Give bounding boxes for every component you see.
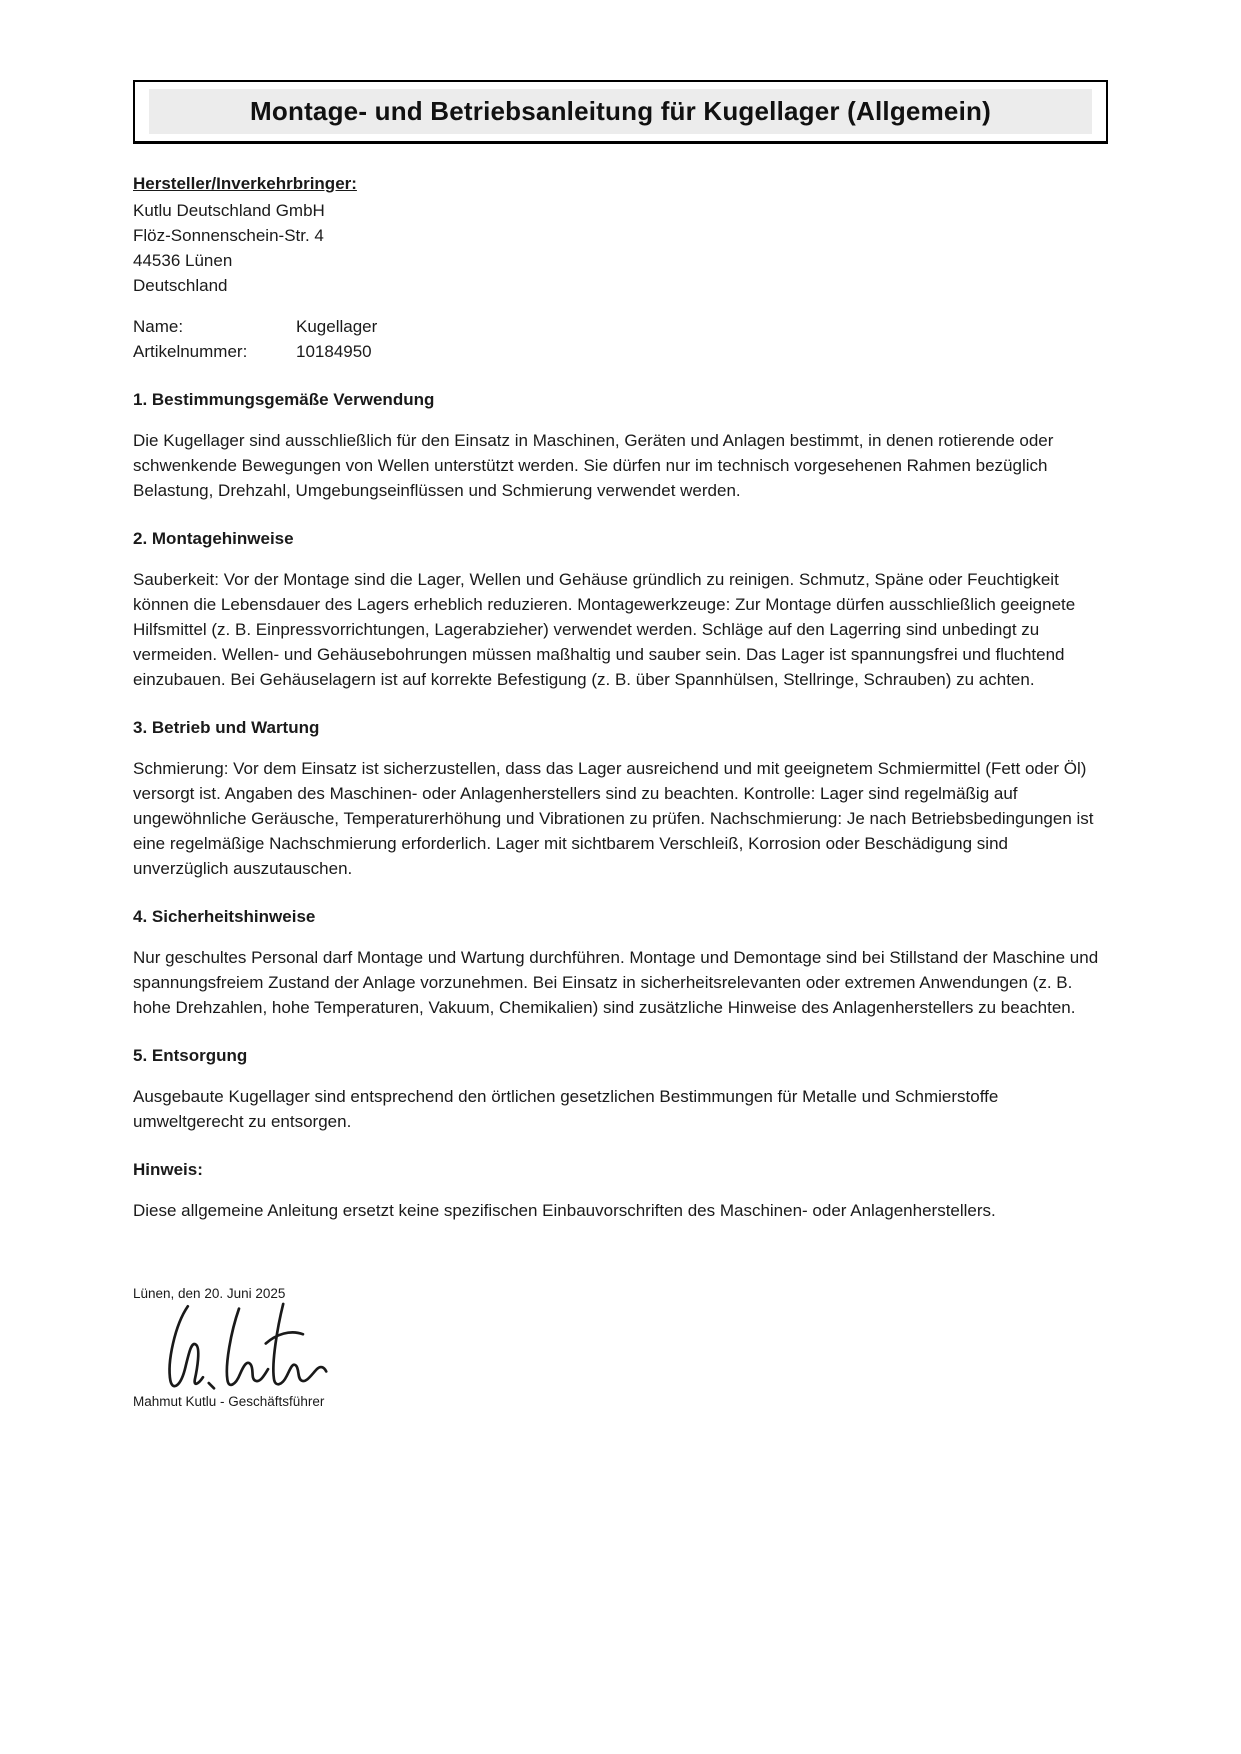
page-title: Montage- und Betriebsanleitung für Kugellager (Allgemein) [250,96,991,126]
manufacturer-block [133,171,1108,298]
note-block [133,1157,1108,1223]
section-heading-3: 3. Betrieb und Wartung [133,718,320,737]
manufacturer-name: Kutlu Deutschland GmbH [133,201,325,220]
signer-name-line: Mahmut Kutlu - Geschäftsführer [133,1394,325,1409]
handwritten-signature [155,1297,1108,1389]
signature-block [133,1285,1108,1411]
article-number-row [133,339,1108,364]
section-heading-5: 5. Entsorgung [133,1046,248,1065]
place-date-line: Lünen, den 20. Juni 2025 [133,1286,286,1301]
section-body-3: Schmierung: Vor dem Einsatz ist sicherzustellen, dass das Lager ausreichend und mit geeignetem Schmiermittel (Fett oder Öl) versorgt ist. Angaben des Maschinen- oder Anlagenherstellers sind zu beachten. Kontrolle: Lager sind regelmäßig auf ungewöhnliche Geräusche, Temperaturerhöhung und Vibrationen zu prüfen. Nachschmierung: Je nach Betriebsbedingungen ist eine regelmäßige Nachschmierung erforderlich. Lager mit sichtbarem Verschleiß, Korrosion oder Beschädigung sind unverzüglich auszutauschen. [133,759,1094,878]
section-intended-use [133,387,1108,503]
title-banner-background [149,89,1092,134]
title-banner [133,80,1108,144]
product-info [133,314,1108,364]
section-body-1: Die Kugellager sind ausschließlich für den Einsatz in Maschinen, Geräten und Anlagen bestimmt, in denen rotierende oder schwenkende Bewegungen von Wellen unterstützt werden. Sie dürfen nur im technisch vorgesehenen Rahmen bezüglich Belastung, Drehzahl, Umgebungseinflüssen und Schmierung verwendet werden. [133,431,1054,500]
section-heading-2: 2. Montagehinweise [133,529,294,548]
article-number-value: 10184950 [296,342,372,361]
manufacturer-city: 44536 Lünen [133,251,233,270]
manufacturer-country: Deutschland [133,276,228,295]
product-name-value: Kugellager [296,317,378,336]
section-disposal [133,1043,1108,1134]
manufacturer-label: Hersteller/Inverkehrbringer: [133,174,357,193]
section-body-2: Sauberkeit: Vor der Montage sind die Lager, Wellen und Gehäuse gründlich zu reinigen. Schmutz, Späne oder Feuchtigkeit können die Lebensdauer des Lagers erheblich reduzieren. Montagewerkzeuge: Zur Montage dürfen ausschließlich geeignete Hilfsmittel (z. B. Einpressvorrichtungen, Lagerabzieher) verwendet werden. Schläge auf den Lagerring sind unbedingt zu vermeiden. Wellen- und Gehäusebohrungen müssen maßhaltig und sauber sein. Das Lager ist spannungsfrei und fluchtend einzubauen. Bei Gehäuselagern ist auf korrekte Befestigung (z. B. über Spannhülsen, Stellringe, Schrauben) zu achten. [133,570,1076,689]
section-body-5: Ausgebaute Kugellager sind entsprechend den örtlichen gesetzlichen Bestimmungen für Metalle und Schmierstoffe umweltgerecht zu entsorgen. [133,1087,999,1131]
note-body: Diese allgemeine Anleitung ersetzt keine spezifischen Einbauvorschriften des Maschinen- oder Anlagenherstellers. [133,1201,996,1220]
section-heading-4: 4. Sicherheitshinweise [133,907,316,926]
note-heading: Hinweis: [133,1160,203,1179]
section-mounting-notes [133,526,1108,692]
section-safety-notes [133,904,1108,1020]
article-number-label: Artikelnummer: [133,342,248,361]
product-name-row [133,314,1108,339]
product-name-label: Name: [133,317,184,336]
manufacturer-street: Flöz-Sonnenschein-Str. 4 [133,226,324,245]
section-heading-1: 1. Bestimmungsgemäße Verwendung [133,390,435,409]
section-body-4: Nur geschultes Personal darf Montage und Wartung durchführen. Montage und Demontage sind bei Stillstand der Maschine und spannungsfreiem Zustand der Anlage vorzunehmen. Bei Einsatz in sicherheitsrelevanten oder extremen Anwendungen (z. B. hohe Drehzahlen, hohe Temperaturen, Vakuum, Chemikalien) sind zusätzliche Hinweise des Anlagenherstellers zu beachten. [133,948,1099,1017]
signature-image [155,1297,330,1397]
section-operation-maintenance [133,715,1108,881]
